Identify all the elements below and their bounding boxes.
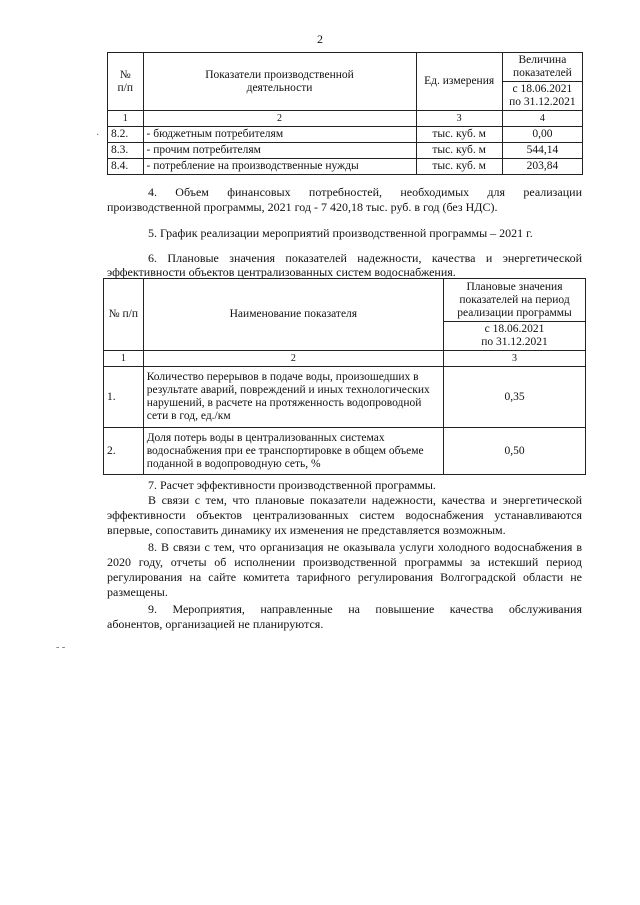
row-num: 2. xyxy=(104,428,144,475)
row-value: 544,14 xyxy=(502,143,582,159)
col-number: 3 xyxy=(444,351,586,367)
table-row xyxy=(104,428,586,475)
row-num: 8.4. xyxy=(108,159,144,175)
row-name: Доля потерь воды в централизованных системах водоснабжения при ее транспортировке в общем объеме поданной в водопроводную сеть, % xyxy=(143,428,443,475)
para-8: 8. В связи с тем, что организация не оказывала услуги холодного водоснабжения в 2020 году, отчеты об исполнении производственной программы за истекший период регулирования на сайте комитета тарифного регулирования Волгоградской области не размещены. xyxy=(107,540,582,599)
row-num: 8.3. xyxy=(108,143,144,159)
para-7-text: В связи с тем, что плановые показатели надежности, качества и энергетической эффективности объектов централизованных систем водоснабжения устанавливаются впервые, сопоставить динамику их изменения не представляется возможным. xyxy=(107,493,582,537)
row-value: 0,35 xyxy=(444,367,586,428)
table-row xyxy=(108,143,583,159)
row-unit: тыс. куб. м xyxy=(416,159,502,175)
row-name: - прочим потребителям xyxy=(143,143,416,159)
row-unit: тыс. куб. м xyxy=(416,143,502,159)
para-7-line1: 7. Расчет эффективности производственной программы. xyxy=(148,478,436,492)
reliability-indicators-table xyxy=(103,278,586,475)
col-header-period: с 18.06.2021 по 31.12.2021 xyxy=(444,322,586,351)
row-value: 203,84 xyxy=(502,159,582,175)
para-4-line2: производственной программы, 2021 год - 7 420,18 тыс. руб. в год (без НДС). xyxy=(107,200,498,214)
col-number: 2 xyxy=(143,111,416,127)
table-row xyxy=(108,159,583,175)
row-value: 0,00 xyxy=(502,127,582,143)
para-9-line1: 9. Мероприятия, направленные на повышение качества обслуживания xyxy=(148,602,582,616)
col-number: 4 xyxy=(502,111,582,127)
row-unit: тыс. куб. м xyxy=(416,127,502,143)
col-number: 1 xyxy=(104,351,144,367)
col-header-name: Наименование показателя xyxy=(143,279,443,351)
col-header-num: № п/п xyxy=(108,53,144,111)
col-header-planned: Плановые значения показателей на период реализации программы xyxy=(444,279,586,322)
col-number: 3 xyxy=(416,111,502,127)
col-header-value: Величина показателей xyxy=(502,53,582,82)
para-4-line1: 4. Объем финансовых потребностей, необходимых для реализации xyxy=(148,185,582,199)
row-num: 1. xyxy=(104,367,144,428)
para-9-line2: абонентов, организацией не планируются. xyxy=(107,617,324,631)
col-header-unit: Ед. измерения xyxy=(416,53,502,111)
col-header-num: № п/п xyxy=(104,279,144,351)
para-5: 5. График реализации мероприятий производственной программы – 2021 г. xyxy=(148,226,533,240)
production-indicators-table xyxy=(107,52,583,175)
para-6-line2: эффективности объектов централизованных систем водоснабжения. xyxy=(107,265,456,279)
row-name: - бюджетным потребителям xyxy=(143,127,416,143)
table-row xyxy=(108,127,583,143)
col-number: 2 xyxy=(143,351,443,367)
row-num: 8.2. xyxy=(108,127,144,143)
table-row xyxy=(104,367,586,428)
row-value: 0,50 xyxy=(444,428,586,475)
para-6-line1: 6. Плановые значения показателей надежности, качества и энергетической xyxy=(148,251,582,265)
col-header-period: с 18.06.2021 по 31.12.2021 xyxy=(502,82,582,111)
page-number: 2 xyxy=(317,32,323,46)
col-header-indicator: Показатели производственной деятельности xyxy=(143,53,416,111)
row-name: - потребление на производственные нужды xyxy=(143,159,416,175)
col-number: 1 xyxy=(108,111,144,127)
row-name: Количество перерывов в подаче воды, произошедших в результате аварий, повреждений и иных технологических нарушений, в расчете на протяженность водопроводной сети в год, ед./км xyxy=(143,367,443,428)
